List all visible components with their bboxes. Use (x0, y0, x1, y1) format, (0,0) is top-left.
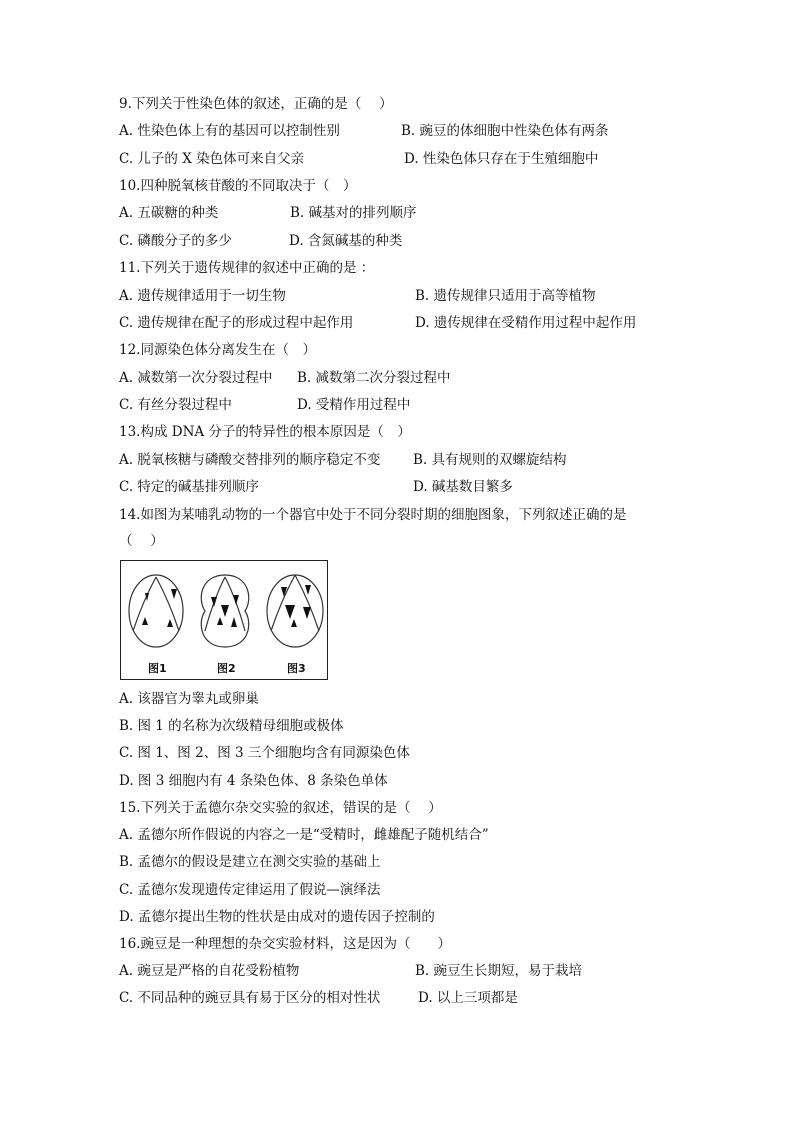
cell-3-membrane (267, 575, 323, 647)
option-c: C. 磷酸分子的多少 (119, 233, 232, 249)
figure-label-1: 图1 (148, 662, 167, 675)
figure-label-2: 图2 (217, 662, 236, 675)
option-a: A. 豌豆是严格的自花受粉植物 (119, 963, 300, 979)
option-c: C. 不同品种的豌豆具有易于区分的相对性状 (119, 990, 381, 1006)
option-d: D. 以上三项都是 (418, 990, 518, 1006)
question-15-option-b: B. 孟德尔的假设是建立在测交实验的基础上 (119, 854, 381, 870)
question-14-option-c: C. 图 1、图 2、图 3 三个细胞均含有同源染色体 (119, 745, 410, 761)
question-9-stem: 9.下列关于性染色体的叙述，正确的是（ ） (119, 96, 393, 112)
option-a: A. 脱氧核糖与磷酸交替排列的顺序稳定不变 (119, 452, 381, 468)
cell-1-membrane (129, 575, 183, 647)
chromosomes (142, 585, 311, 627)
option-a: A. 遗传规律适用于一切生物 (119, 288, 286, 304)
option-d: D. 含氮碱基的种类 (289, 233, 403, 249)
option-b: B. 具有规则的双螺旋结构 (413, 452, 567, 468)
option-b: B. 减数第二次分裂过程中 (297, 370, 451, 386)
option-c: C. 儿子的 X 染色体可来自父亲 (119, 151, 305, 167)
question-10-stem: 10.四种脱氧核苷酸的不同取决于（ ） (119, 178, 357, 194)
question-13-stem: 13.构成 DNA 分子的特异性的根本原因是（ ） (119, 424, 411, 440)
option-a: A. 减数第一次分裂过程中 (119, 370, 273, 386)
option-c: C. 遗传规律在配子的形成过程中起作用 (119, 315, 354, 331)
option-b: B. 遗传规律只适用于高等植物 (415, 288, 596, 304)
option-d: D. 性染色体只存在于生殖细胞中 (404, 151, 599, 167)
option-c: C. 有丝分裂过程中 (119, 397, 232, 413)
question-14-stem: 14.如图为某哺乳动物的一个器官中处于不同分裂时期的细胞图象，下列叙述正确的是 (119, 507, 627, 523)
figure-label-3: 图3 (287, 662, 306, 675)
question-15-option-c: C. 孟德尔发现遗传定律运用了假说—演绎法 (119, 882, 381, 898)
cell-2-spindle (205, 577, 245, 631)
question-14-option-d: D. 图 3 细胞内有 4 条染色体、8 条染色单体 (119, 773, 388, 789)
question-15-stem: 15.下列关于孟德尔杂交实验的叙述，错误的是（ ） (119, 800, 442, 816)
question-11-stem: 11.下列关于遗传规律的叙述中正确的是 ： (119, 260, 375, 276)
cell-division-diagram (121, 561, 326, 678)
option-a: A. 性染色体上有的基因可以控制性别 (119, 123, 340, 139)
option-d: D. 受精作用过程中 (297, 397, 411, 413)
question-14-option-a: A. 该器官为睾丸或卵巢 (119, 691, 259, 707)
question-15-option-d: D. 孟德尔提出生物的性状是由成对的遗传因子控制的 (119, 909, 435, 925)
cell-division-figure (120, 560, 328, 680)
option-d: D. 遗传规律在受精作用过程中起作用 (415, 315, 637, 331)
question-14-stem-continued: （ ） (119, 533, 164, 549)
option-b: B. 豌豆生长期短，易于栽培 (415, 963, 583, 979)
option-a: A. 五碳糖的种类 (119, 205, 219, 221)
question-16-stem: 16.豌豆是一种理想的杂交实验材料，这是因为（ ） (119, 936, 451, 952)
option-d: D. 碱基数目繁多 (413, 479, 513, 495)
option-b: B. 碱基对的排列顺序 (290, 205, 417, 221)
question-12-stem: 12.同源染色体分离发生在（ ） (119, 342, 316, 358)
cell-1-spindle (133, 577, 179, 631)
question-14-option-b: B. 图 1 的名称为次级精母细胞或极体 (119, 718, 344, 734)
question-15-option-a: A. 孟德尔所作假说的内容之一是“受精时，雌雄配子随机结合” (119, 827, 489, 843)
option-c: C. 特定的碱基排列顺序 (119, 479, 259, 495)
option-b: B. 豌豆的体细胞中性染色体有两条 (401, 123, 609, 139)
